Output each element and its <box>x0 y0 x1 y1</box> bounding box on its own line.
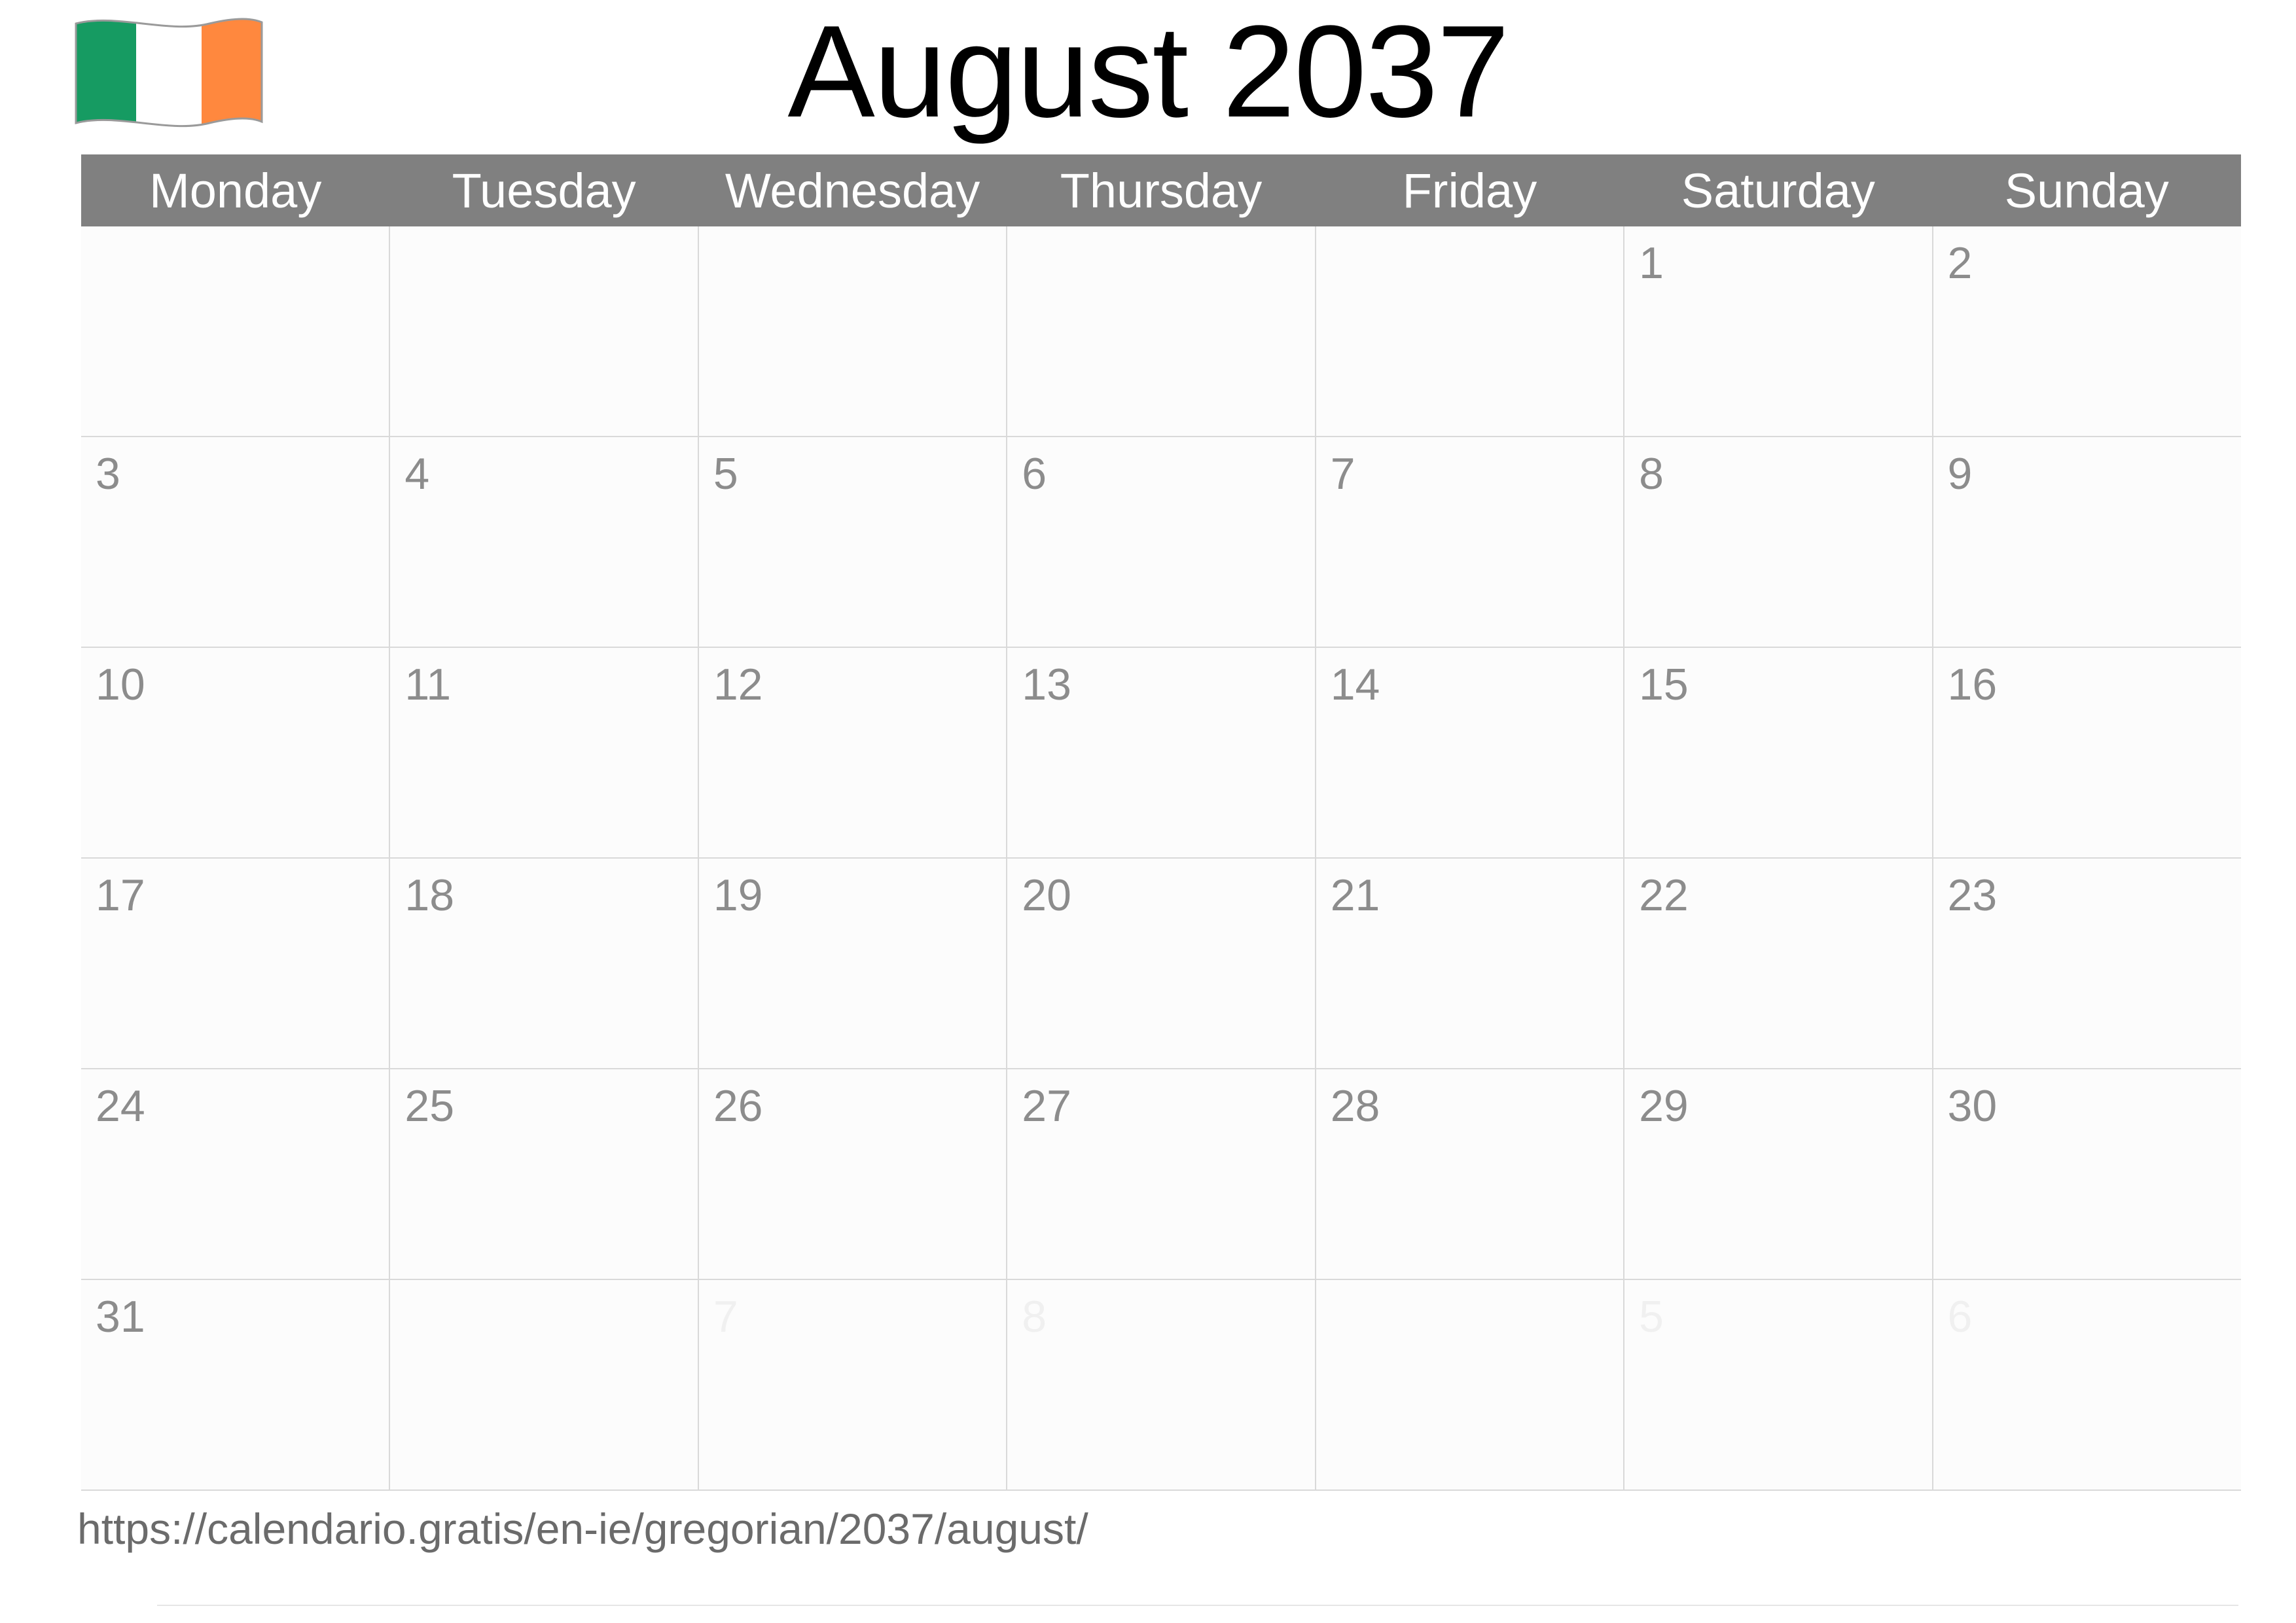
bottom-divider <box>157 1605 2238 1606</box>
calendar-day-cell[interactable] <box>81 226 389 437</box>
day-number: 25 <box>404 1081 455 1131</box>
day-number: 27 <box>1022 1081 1071 1131</box>
calendar-day-cell[interactable] <box>1933 1279 2241 1490</box>
day-number: 12 <box>713 660 763 709</box>
day-number <box>1316 226 1623 238</box>
day-number: 30 <box>1947 1081 1998 1131</box>
calendar-week-row <box>81 226 2241 437</box>
calendar-day-cell[interactable] <box>389 1279 698 1490</box>
day-number: 8 <box>1639 449 1664 499</box>
calendar-day-cell[interactable] <box>1007 1069 1315 1279</box>
day-number: 5 <box>713 449 738 499</box>
calendar-day-cell[interactable] <box>81 437 389 647</box>
weekday-thursday: Thursday <box>1007 154 1315 226</box>
day-number: 29 <box>1639 1081 1689 1131</box>
calendar-day-cell[interactable] <box>698 1279 1007 1490</box>
day-number <box>390 226 697 238</box>
calendar-day-cell[interactable] <box>1933 647 2241 858</box>
calendar-week-row <box>81 858 2241 1069</box>
calendar-day-cell[interactable] <box>389 226 698 437</box>
calendar-day-cell[interactable] <box>1624 858 1932 1069</box>
calendar-week-row <box>81 647 2241 858</box>
weekday-friday: Friday <box>1316 154 1624 226</box>
day-number: 6 <box>1022 449 1047 499</box>
calendar-day-cell[interactable] <box>1316 1069 1624 1279</box>
calendar-grid <box>81 154 2241 1491</box>
calendar-week-row <box>81 1279 2241 1490</box>
calendar-day-cell[interactable] <box>1933 437 2241 647</box>
weekday-wednesday: Wednesday <box>698 154 1007 226</box>
day-number: 9 <box>1947 449 1973 499</box>
day-number: 3 <box>96 449 120 499</box>
calendar-day-cell[interactable] <box>81 1279 389 1490</box>
day-number: 24 <box>96 1081 145 1131</box>
day-number: 21 <box>1330 870 1380 920</box>
day-number: 22 <box>1639 870 1689 920</box>
calendar-day-cell[interactable] <box>1624 226 1932 437</box>
calendar-day-cell[interactable] <box>1316 437 1624 647</box>
calendar-day-cell[interactable] <box>698 858 1007 1069</box>
calendar-day-cell[interactable] <box>389 647 698 858</box>
weekday-tuesday: Tuesday <box>389 154 698 226</box>
day-number: 7 <box>1330 449 1355 499</box>
day-number: 6 <box>1947 1292 1973 1342</box>
calendar-day-cell[interactable] <box>1007 647 1315 858</box>
day-number <box>699 226 1006 238</box>
calendar-day-cell[interactable] <box>1933 1069 2241 1279</box>
day-number: 15 <box>1639 660 1689 709</box>
calendar-weekday-header <box>81 154 2241 226</box>
calendar-day-cell[interactable] <box>1624 1279 1932 1490</box>
calendar-week-row <box>81 437 2241 647</box>
day-number: 13 <box>1022 660 1071 709</box>
calendar-week-row <box>81 1069 2241 1279</box>
day-number <box>1007 226 1314 238</box>
calendar-day-cell[interactable] <box>698 437 1007 647</box>
calendar-day-cell[interactable] <box>389 437 698 647</box>
page-header <box>0 0 2296 151</box>
weekday-monday: Monday <box>81 154 389 226</box>
calendar-day-cell[interactable] <box>81 647 389 858</box>
calendar-day-cell[interactable] <box>81 1069 389 1279</box>
day-number: 4 <box>404 449 430 499</box>
calendar-day-cell[interactable] <box>1007 437 1315 647</box>
calendar-day-cell[interactable] <box>389 1069 698 1279</box>
day-number: 18 <box>404 870 455 920</box>
calendar-day-cell[interactable] <box>1316 858 1624 1069</box>
day-number: 23 <box>1947 870 1998 920</box>
calendar-day-cell[interactable] <box>698 226 1007 437</box>
calendar-day-cell[interactable] <box>1933 858 2241 1069</box>
calendar-day-cell[interactable] <box>81 858 389 1069</box>
day-number: 17 <box>96 870 145 920</box>
day-number: 28 <box>1330 1081 1380 1131</box>
day-number: 7 <box>713 1292 738 1342</box>
day-number: 20 <box>1022 870 1071 920</box>
calendar-day-cell[interactable] <box>1933 226 2241 437</box>
day-number: 1 <box>1639 238 1664 288</box>
calendar-day-cell[interactable] <box>389 858 698 1069</box>
day-number: 14 <box>1330 660 1380 709</box>
weekday-sunday: Sunday <box>1933 154 2241 226</box>
calendar-day-cell[interactable] <box>698 647 1007 858</box>
day-number <box>81 226 389 238</box>
weekday-saturday: Saturday <box>1624 154 1932 226</box>
calendar-day-cell[interactable] <box>1316 226 1624 437</box>
day-number: 11 <box>404 660 452 709</box>
day-number: 26 <box>713 1081 763 1131</box>
day-number: 8 <box>1022 1292 1047 1342</box>
day-number: 5 <box>1639 1292 1664 1342</box>
calendar-day-cell[interactable] <box>1007 1279 1315 1490</box>
day-number: 31 <box>96 1292 145 1342</box>
calendar-day-cell[interactable] <box>1316 1279 1624 1490</box>
day-number <box>390 1280 697 1292</box>
day-number: 16 <box>1947 660 1998 709</box>
calendar-day-cell[interactable] <box>1007 226 1315 437</box>
page-title: August 2037 <box>787 0 1509 145</box>
source-url-text[interactable]: https://calendario.gratis/en-ie/gregorian/2037/august/ <box>77 1505 1088 1553</box>
day-number: 10 <box>96 660 145 709</box>
calendar-day-cell[interactable] <box>1316 647 1624 858</box>
calendar-day-cell[interactable] <box>1624 1069 1932 1279</box>
calendar-day-cell[interactable] <box>1624 647 1932 858</box>
calendar-day-cell[interactable] <box>698 1069 1007 1279</box>
calendar-day-cell[interactable] <box>1007 858 1315 1069</box>
day-number: 19 <box>713 870 763 920</box>
calendar-body <box>81 226 2241 1490</box>
calendar-day-cell[interactable] <box>1624 437 1932 647</box>
day-number: 2 <box>1947 238 1973 288</box>
day-number <box>1316 1280 1623 1292</box>
